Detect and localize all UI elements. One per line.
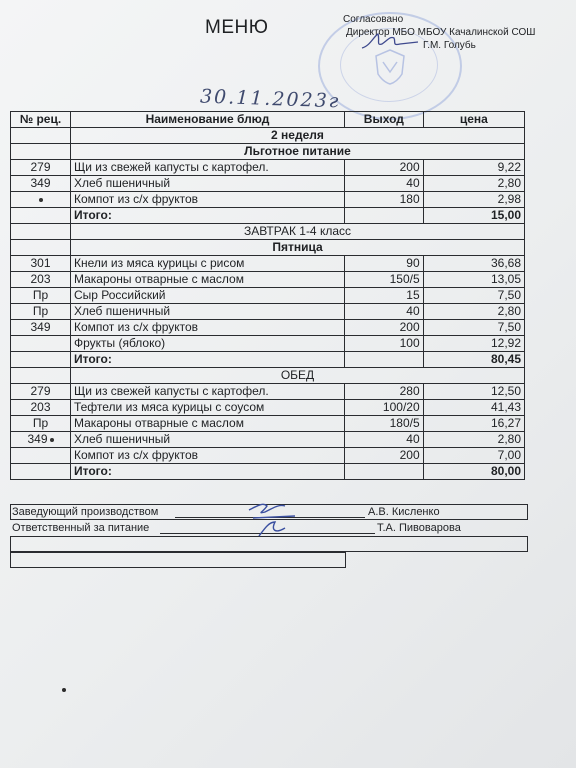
dish-name-text: Кнели из мяса курицы с рисом: [73, 256, 245, 270]
dish-name-text: Сыр Российский: [73, 288, 166, 302]
total-label: Итого:: [70, 464, 344, 480]
section-row: [11, 224, 525, 240]
table-row: [11, 272, 525, 288]
paper-speck: [62, 688, 66, 692]
portion-output: [345, 336, 424, 352]
dish-price: [423, 288, 524, 304]
total-row: [11, 464, 525, 480]
column-header-price: цена: [423, 112, 524, 128]
portion-output: [345, 432, 424, 448]
dish-name: [70, 320, 344, 336]
dish-price-text: 12,92: [490, 336, 521, 350]
menu-table-body: [11, 128, 525, 480]
portion-output-text: 100: [399, 336, 420, 350]
dish-price: [423, 336, 524, 352]
menu-table: [10, 111, 525, 480]
dish-price: [423, 256, 524, 272]
recipe-number: [11, 256, 71, 272]
table-cell: [345, 464, 424, 480]
portion-output-text: 15: [406, 288, 420, 302]
table-row: [11, 288, 525, 304]
dish-name-text: Хлеб пшеничный: [73, 304, 171, 318]
dish-price-text: 13,05: [490, 272, 521, 286]
portion-output: [345, 448, 424, 464]
table-cell: [11, 224, 71, 240]
recipe-number: [11, 176, 71, 192]
signer-production-role: Заведующий производством: [12, 506, 159, 518]
dish-name: [70, 400, 344, 416]
dish-name: [70, 288, 344, 304]
recipe-number: [11, 160, 71, 176]
portion-output: [345, 416, 424, 432]
dish-price: [423, 400, 524, 416]
signer-nutrition-role: Ответственный за питание: [12, 522, 150, 534]
dish-price-text: 9,22: [497, 160, 521, 174]
dish-name: [70, 432, 344, 448]
dish-price-text: 2,80: [497, 176, 521, 190]
portion-output-text: 200: [399, 160, 420, 174]
portion-output-text: 40: [406, 304, 420, 318]
dish-name: [70, 160, 344, 176]
table-cell: [11, 240, 71, 256]
approver-position: Директор МБО МБОУ Качалинской СОШ: [346, 27, 536, 38]
page-title: МЕНЮ: [205, 17, 269, 38]
column-header-output: Выход: [345, 112, 424, 128]
section-row: [11, 144, 525, 160]
table-cell: [345, 352, 424, 368]
portion-output-text: 200: [399, 320, 420, 334]
dish-price-text: 2,80: [497, 432, 521, 446]
dish-name-text: Макароны отварные с маслом: [73, 416, 244, 430]
blank-row-frame-short: [10, 552, 346, 568]
table-row: [11, 176, 525, 192]
portion-output-text: 100/20: [382, 400, 420, 414]
portion-output: [345, 192, 424, 208]
dish-name-text: Компот из с/х фруктов: [73, 192, 199, 206]
dish-name-text: Щи из свежей капусты с картофел.: [73, 384, 269, 398]
portion-output: [345, 304, 424, 320]
recipe-number-text: Пр: [32, 304, 49, 318]
dish-name: [70, 176, 344, 192]
dish-price: [423, 304, 524, 320]
table-cell: [345, 208, 424, 224]
recipe-number: [11, 192, 71, 208]
section-heading: ЗАВТРАК 1-4 класс: [70, 224, 524, 240]
portion-output: [345, 160, 424, 176]
column-header-name: Наименование блюд: [70, 112, 344, 128]
table-row: [11, 192, 525, 208]
table-cell: [11, 352, 71, 368]
signer-production-name: А.В. Кисленко: [368, 506, 440, 518]
recipe-number: [11, 288, 71, 304]
dish-price-text: 7,00: [497, 448, 521, 462]
dish-name-text: Макароны отварные с маслом: [73, 272, 244, 286]
total-label: Итого:: [70, 208, 344, 224]
recipe-number-text: 349: [30, 176, 51, 190]
recipe-number-text: 203: [30, 272, 51, 286]
section-heading: 2 неделя: [70, 128, 524, 144]
portion-output: [345, 256, 424, 272]
table-cell: [11, 208, 71, 224]
table-cell: [11, 368, 71, 384]
recipe-number-text: Пр: [32, 288, 49, 302]
total-price: 80,00: [423, 464, 524, 480]
total-row: [11, 352, 525, 368]
recipe-number: [11, 304, 71, 320]
recipe-number-text: 349: [27, 432, 48, 446]
dish-price-text: 12,50: [490, 384, 521, 398]
dish-name-text: Тефтели из мяса курицы с соусом: [73, 400, 265, 414]
table-row: [11, 304, 525, 320]
dish-name-text: Фрукты (яблоко): [73, 336, 166, 350]
section-row: [11, 240, 525, 256]
section-heading: ОБЕД: [70, 368, 524, 384]
dish-price: [423, 272, 524, 288]
portion-output-text: 40: [406, 176, 420, 190]
recipe-number-text: 349: [30, 320, 51, 334]
dish-price-text: 7,50: [497, 320, 521, 334]
dish-name-text: Щи из свежей капусты с картофел.: [73, 160, 269, 174]
dish-name-text: Компот из с/х фруктов: [73, 448, 199, 462]
stamp-emblem-icon: [373, 48, 407, 86]
dish-price: [423, 384, 524, 400]
section-row: [11, 128, 525, 144]
production-signature-icon: [245, 500, 305, 540]
dish-name-text: Хлеб пшеничный: [73, 432, 171, 446]
column-header-rec: № рец.: [11, 112, 71, 128]
recipe-number: [11, 320, 71, 336]
recipe-number: [11, 448, 71, 464]
portion-output-text: 180: [399, 192, 420, 206]
table-row: [11, 448, 525, 464]
recipe-number: [11, 384, 71, 400]
dish-price: [423, 448, 524, 464]
recipe-number-text: 279: [30, 160, 51, 174]
total-price: 80,45: [423, 352, 524, 368]
dish-price: [423, 416, 524, 432]
table-row: [11, 400, 525, 416]
ink-dot-mark: [39, 198, 43, 202]
dish-price: [423, 176, 524, 192]
table-row: [11, 416, 525, 432]
dish-name: [70, 336, 344, 352]
dish-price: [423, 160, 524, 176]
portion-output-text: 180/5: [389, 416, 420, 430]
portion-output-text: 150/5: [389, 272, 420, 286]
recipe-number-text: Пр: [32, 416, 49, 430]
portion-output: [345, 384, 424, 400]
dish-price: [423, 320, 524, 336]
recipe-number-text: 279: [30, 384, 51, 398]
dish-name-text: Компот из с/х фруктов: [73, 320, 199, 334]
handwritten-date: 30.11.2023г: [199, 85, 341, 113]
section-heading: Льготное питание: [70, 144, 524, 160]
recipe-number: [11, 272, 71, 288]
dish-name: [70, 304, 344, 320]
recipe-number: [11, 432, 71, 448]
dish-price-text: 2,98: [497, 192, 521, 206]
section-heading: Пятница: [70, 240, 524, 256]
recipe-number: [11, 400, 71, 416]
dish-name: [70, 384, 344, 400]
dish-name: [70, 448, 344, 464]
dish-name: [70, 192, 344, 208]
portion-output: [345, 288, 424, 304]
dish-name: [70, 272, 344, 288]
portion-output-text: 280: [399, 384, 420, 398]
dish-price: [423, 432, 524, 448]
recipe-number-text: 203: [30, 400, 51, 414]
total-price: 15,00: [423, 208, 524, 224]
portion-output-text: 40: [406, 432, 420, 446]
dish-price-text: 7,50: [497, 288, 521, 302]
dish-price-text: 16,27: [490, 416, 521, 430]
approver-name: Г.М. Голубь: [423, 40, 476, 51]
dish-name: [70, 256, 344, 272]
approved-label: Согласовано: [343, 14, 404, 25]
table-cell: [11, 128, 71, 144]
table-row: [11, 256, 525, 272]
table-cell: [11, 144, 71, 160]
table-header-row: [11, 112, 525, 128]
portion-output: [345, 272, 424, 288]
table-row: [11, 320, 525, 336]
dish-price-text: 2,80: [497, 304, 521, 318]
table-row: [11, 432, 525, 448]
dish-price: [423, 192, 524, 208]
dish-price-text: 36,68: [490, 256, 521, 270]
director-signature-icon: [360, 30, 420, 52]
portion-output: [345, 320, 424, 336]
table-row: [11, 336, 525, 352]
signer-nutrition-name: Т.А. Пивоварова: [377, 522, 461, 534]
recipe-number: [11, 416, 71, 432]
total-label: Итого:: [70, 352, 344, 368]
table-row: [11, 160, 525, 176]
dish-price-text: 41,43: [490, 400, 521, 414]
recipe-number: [11, 336, 71, 352]
recipe-number-text: 301: [30, 256, 51, 270]
ink-dot-mark: [50, 438, 54, 442]
portion-output-text: 90: [406, 256, 420, 270]
section-row: [11, 368, 525, 384]
dish-name: [70, 416, 344, 432]
portion-output: [345, 176, 424, 192]
total-row: [11, 208, 525, 224]
table-cell: [11, 464, 71, 480]
portion-output-text: 200: [399, 448, 420, 462]
dish-name-text: Хлеб пшеничный: [73, 176, 171, 190]
table-row: [11, 384, 525, 400]
portion-output: [345, 400, 424, 416]
